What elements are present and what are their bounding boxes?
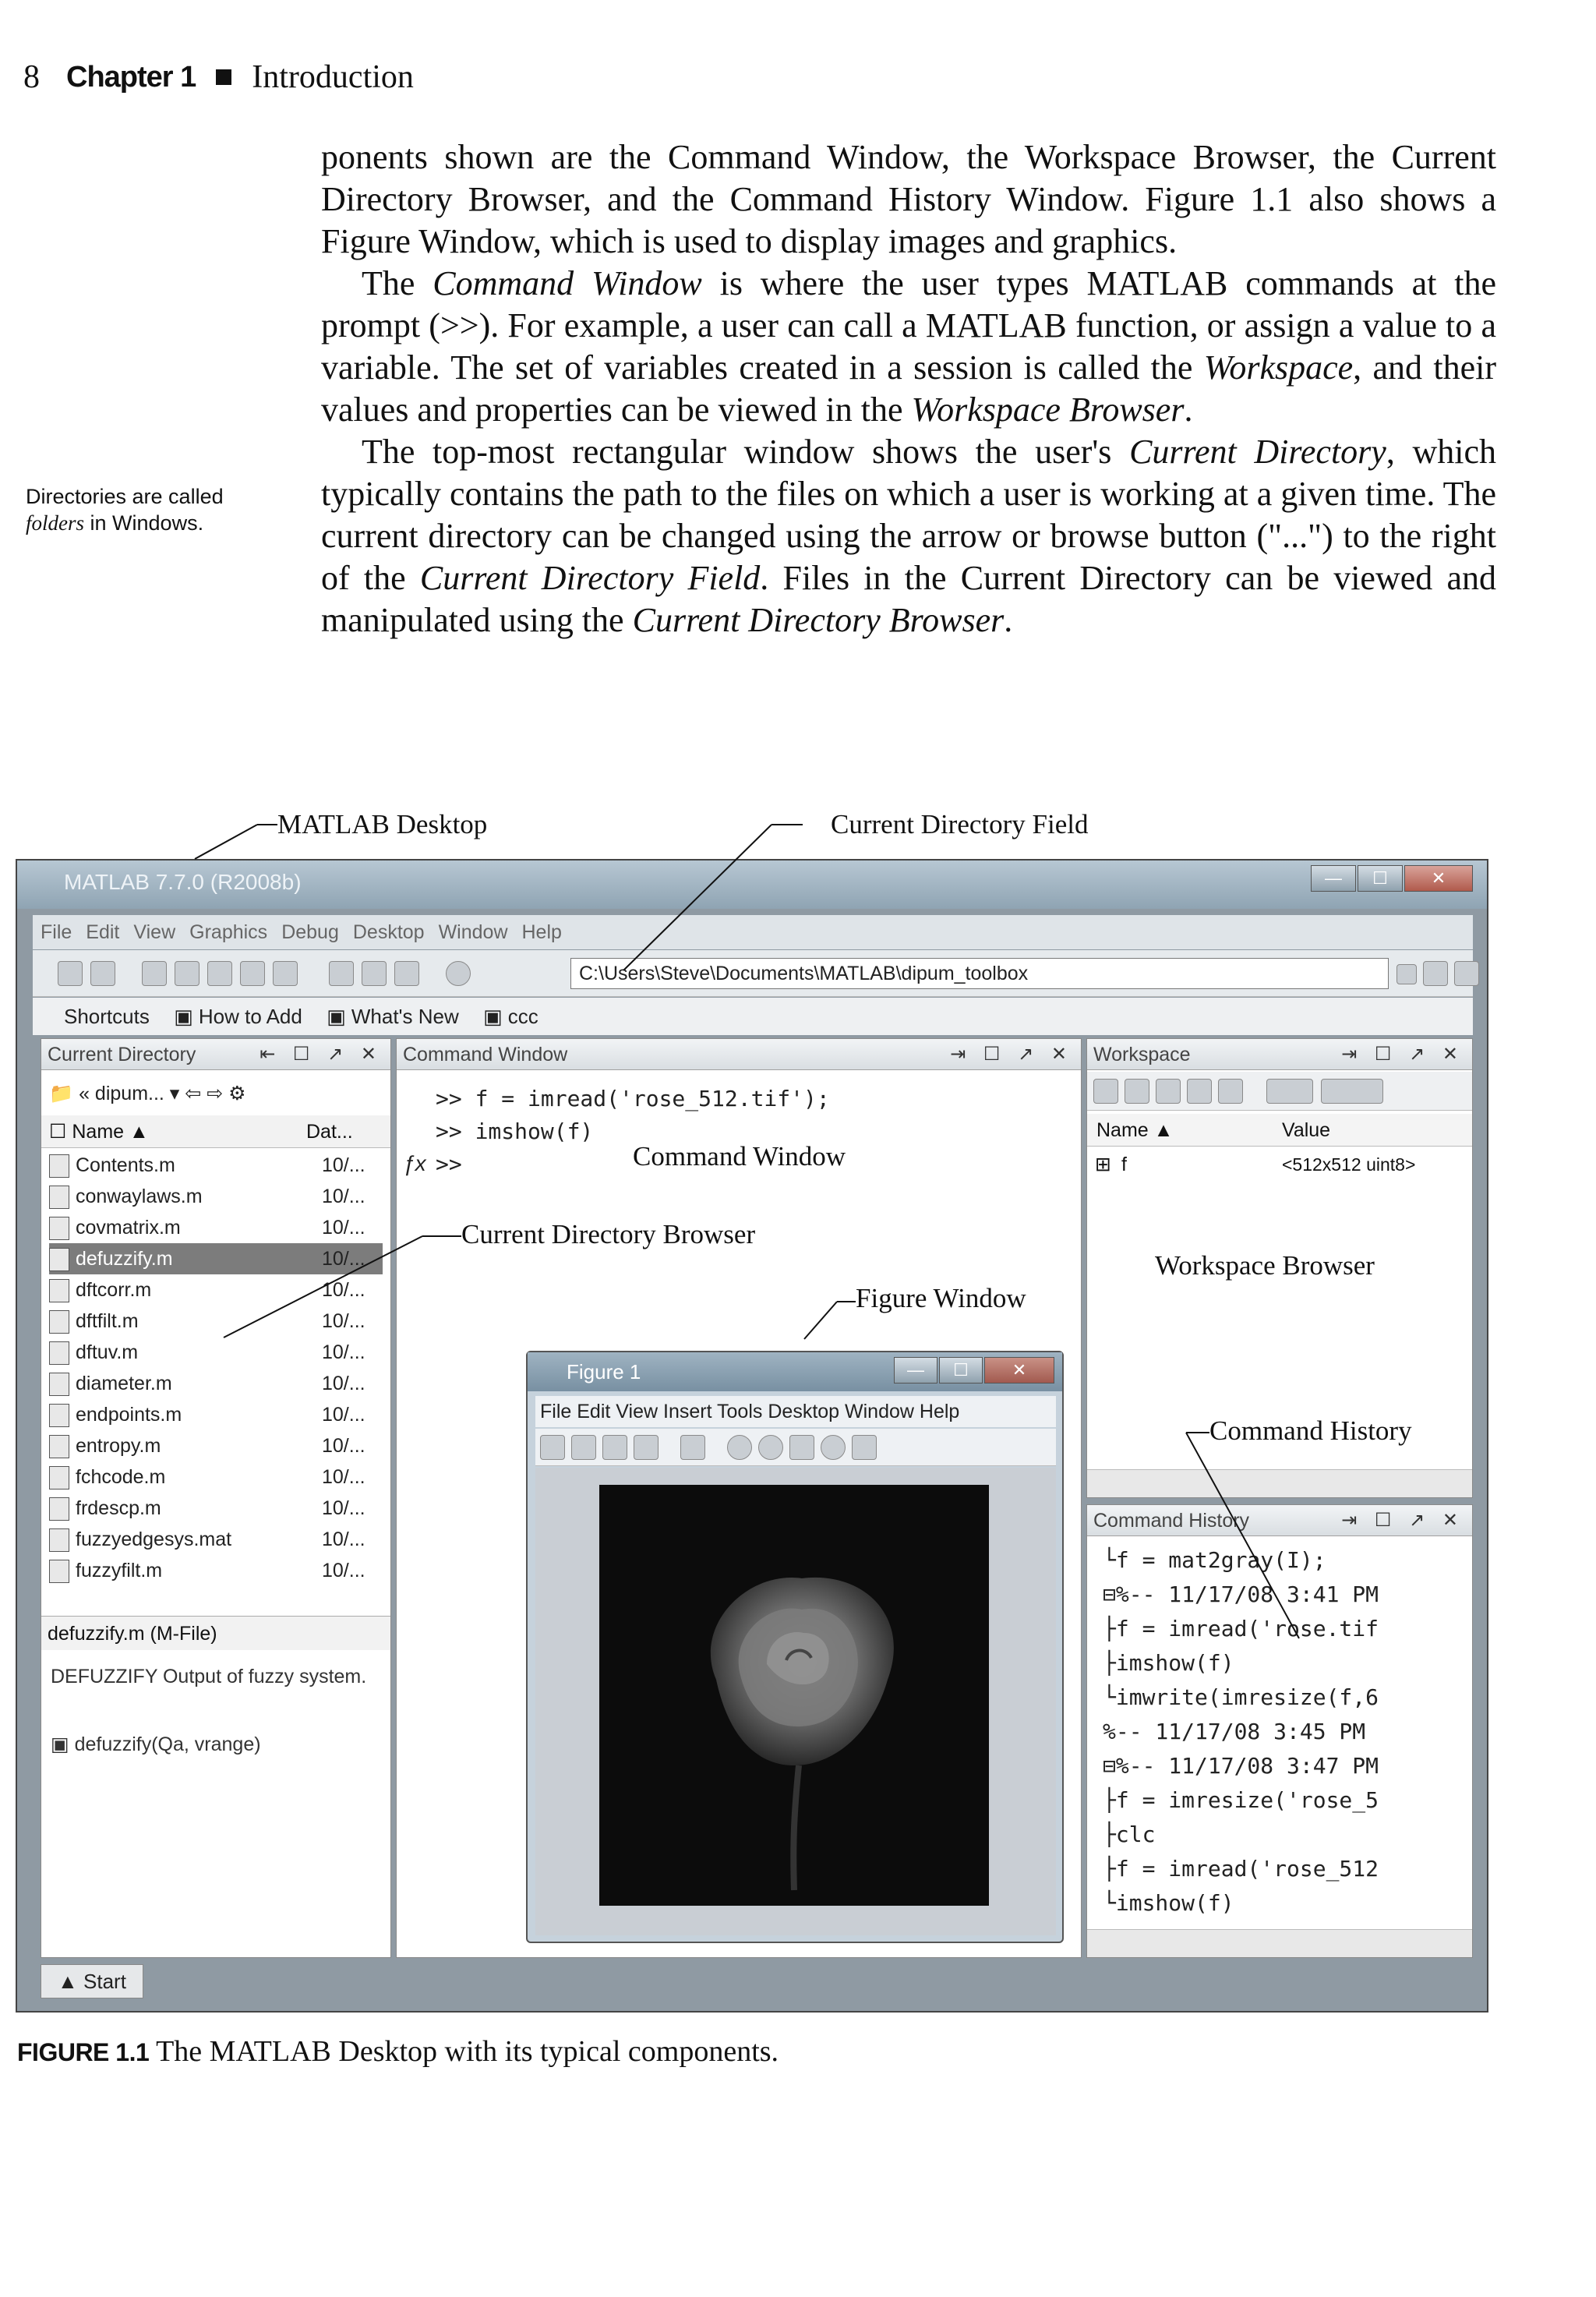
menu-file[interactable]: File [41, 921, 72, 943]
history-line[interactable]: ⊟%-- 11/17/08 3:41 PM [1103, 1581, 1379, 1607]
figure-caption: FIGURE 1.1 The MATLAB Desktop with its typical components. [17, 2035, 779, 2068]
directory-navigator[interactable]: 📁 « dipum... ▾ ⇦ ⇨ ⚙ [49, 1083, 246, 1104]
workspace-title: Workspace ⇥ ☐ ↗ ✕ [1087, 1039, 1472, 1070]
paragraph-2: The Command Window is where the user types MATLAB commands at the prompt (>>). For example, a user can call a MATLAB function, or assign a value to a variable. The set of variables created in a session is called the Workspace, and their values and properties can be viewed in the Workspace Browser. [321, 264, 1496, 429]
history-line[interactable]: ⊟%-- 11/17/08 3:47 PM [1103, 1753, 1379, 1779]
file-date: 10/... [322, 1560, 365, 1581]
callout-directory-browser: Current Directory Browser [461, 1219, 756, 1249]
file-date: 10/... [322, 1279, 365, 1301]
file-date: 10/... [322, 1528, 365, 1550]
file-name: fchcode.m [76, 1466, 166, 1488]
file-name: dftfilt.m [76, 1310, 139, 1332]
menu-view[interactable]: View [133, 921, 176, 943]
current-directory-field[interactable]: C:\Users\Steve\Documents\MATLAB\dipum_toolbox [570, 958, 1389, 989]
section-title: Introduction [252, 59, 414, 95]
date-column-header[interactable]: Dat... [306, 1121, 353, 1143]
file-name: dftcorr.m [76, 1279, 152, 1301]
name-column-header[interactable]: ☐ Name ▲ [49, 1121, 149, 1143]
figure-menu-tools[interactable]: Tools [717, 1401, 763, 1422]
file-date: 10/... [322, 1248, 365, 1270]
command-history-title: Command History ⇥ ☐ ↗ ✕ [1087, 1505, 1472, 1536]
shortcut-ccc[interactable]: ▣ ccc [483, 1005, 538, 1028]
margin-note: Directories are called folders in Windows. [26, 485, 224, 535]
command-window-title: Command Window ⇥ ☐ ↗ ✕ [397, 1039, 1081, 1070]
file-name: Contents.m [76, 1154, 175, 1176]
file-detail-header: defuzzify.m (M-File) [41, 1616, 390, 1650]
figure-title: Figure 1 [567, 1360, 641, 1384]
history-line[interactable]: └imshow(f) [1103, 1890, 1234, 1916]
history-line[interactable]: └imwrite(imresize(f,6 [1103, 1684, 1379, 1710]
callout-workspace-browser: Workspace Browser [1155, 1250, 1375, 1281]
figure-menu-file[interactable]: File [540, 1401, 572, 1422]
figure-menu-help[interactable]: Help [919, 1401, 960, 1422]
page-number: 8 [23, 59, 40, 95]
shortcuts-label: Shortcuts [64, 1005, 150, 1028]
file-name: frdescp.m [76, 1497, 161, 1519]
figure-close-button[interactable]: ✕ [984, 1357, 1054, 1384]
history-line[interactable]: ├imshow(f) [1103, 1650, 1234, 1676]
callout-command-history: Command History [1209, 1415, 1412, 1446]
variable-value: <512x512 uint8> [1282, 1154, 1416, 1175]
figure-maximize-button[interactable]: ☐ [939, 1357, 983, 1384]
history-line[interactable]: ├f = imresize('rose_5 [1103, 1787, 1379, 1813]
file-date: 10/... [322, 1341, 365, 1363]
file-date: 10/... [322, 1466, 365, 1488]
shortcut-whats-new[interactable]: ▣ What's New [327, 1005, 459, 1028]
command-prompt[interactable]: >> [436, 1151, 462, 1177]
command-line-2: >> imshow(f) [436, 1118, 594, 1144]
shortcut-how-to-add[interactable]: ▣ How to Add [174, 1005, 302, 1028]
current-directory-title: Current Directory ⇤ ☐ ↗ ✕ [41, 1039, 390, 1070]
menu-help[interactable]: Help [521, 921, 562, 943]
history-line[interactable]: ├f = imread('rose_512 [1103, 1856, 1379, 1882]
history-line[interactable]: ├clc [1103, 1822, 1156, 1847]
command-line-1: >> f = imread('rose_512.tif'); [436, 1086, 830, 1111]
file-name: defuzzify.m [76, 1248, 173, 1270]
file-date: 10/... [322, 1497, 365, 1519]
file-name: endpoints.m [76, 1404, 182, 1426]
history-line[interactable]: %-- 11/17/08 3:45 PM [1103, 1719, 1366, 1744]
history-line[interactable]: └f = mat2gray(I); [1103, 1547, 1326, 1573]
maximize-button[interactable]: ☐ [1358, 865, 1403, 892]
paragraph-3: The top-most rectangular window shows the user's Current Directory, which typically contains the path to the files on which a user is working at a given time. The current directory can be changed using the arrow or browse button ("...") to the right of the Current Directory Field. Files in the Current Directory can be viewed and manipulated using the Current Directory Browser. [321, 433, 1497, 639]
menu-graphics[interactable]: Graphics [189, 921, 268, 943]
file-name: diameter.m [76, 1373, 172, 1394]
file-date: 10/... [322, 1186, 365, 1207]
file-date: 10/... [322, 1217, 365, 1239]
file-description: DEFUZZIFY Output of fuzzy system. [51, 1666, 367, 1687]
figure-menu-view[interactable]: View [616, 1401, 659, 1422]
callout-figure-window: Figure Window [856, 1283, 1026, 1313]
menu-window[interactable]: Window [438, 921, 508, 943]
chapter-label: Chapter 1 [66, 60, 196, 94]
close-button[interactable]: ✕ [1404, 865, 1473, 892]
callout-directory-field: Current Directory Field [831, 809, 1089, 839]
menu-edit[interactable]: Edit [86, 921, 120, 943]
menu-desktop[interactable]: Desktop [352, 921, 425, 943]
file-date: 10/... [322, 1373, 365, 1394]
file-name: fuzzyfilt.m [76, 1560, 163, 1581]
function-signature: ▣ defuzzify(Qa, vrange) [51, 1733, 261, 1755]
callout-command-window: Command Window [633, 1141, 846, 1171]
figure-menu-window[interactable]: Window [845, 1401, 914, 1422]
figure-minimize-button[interactable]: — [894, 1357, 937, 1384]
workspace-name-column[interactable]: Name ▲ [1096, 1119, 1174, 1141]
file-date: 10/... [322, 1435, 365, 1457]
callout-matlab-desktop: MATLAB Desktop [277, 809, 488, 839]
menu-debug[interactable]: Debug [281, 921, 339, 943]
figure-menu-desktop[interactable]: Desktop [768, 1401, 840, 1422]
figure-menu-insert[interactable]: Insert [663, 1401, 712, 1422]
file-name: conwaylaws.m [76, 1186, 203, 1207]
file-name: covmatrix.m [76, 1217, 181, 1239]
file-name: dftuv.m [76, 1341, 139, 1363]
fx-icon: ƒx [403, 1151, 426, 1175]
file-date: 10/... [322, 1404, 365, 1426]
start-button[interactable]: ▲ Start [41, 1964, 143, 1998]
history-line[interactable]: ├f = imread('rose.tif [1103, 1616, 1379, 1641]
file-date: 10/... [322, 1310, 365, 1332]
figure-menu-edit[interactable]: Edit [577, 1401, 611, 1422]
minimize-button[interactable]: — [1311, 865, 1356, 892]
workspace-value-column[interactable]: Value [1282, 1119, 1331, 1141]
file-name: fuzzyedgesys.mat [76, 1528, 232, 1550]
file-date: 10/... [322, 1154, 365, 1176]
file-name: entropy.m [76, 1435, 161, 1457]
matrix-icon: ⊞ [1095, 1154, 1111, 1175]
variable-name: f [1121, 1154, 1127, 1175]
matlab-title: MATLAB 7.7.0 (R2008b) [64, 870, 302, 894]
paragraph-1: ponents shown are the Command Window, the Workspace Browser, the Current Directory Browser, and the Command History Window. Figure 1.1 also shows a Figure Window, which is used to display images and graphics. [321, 138, 1496, 260]
